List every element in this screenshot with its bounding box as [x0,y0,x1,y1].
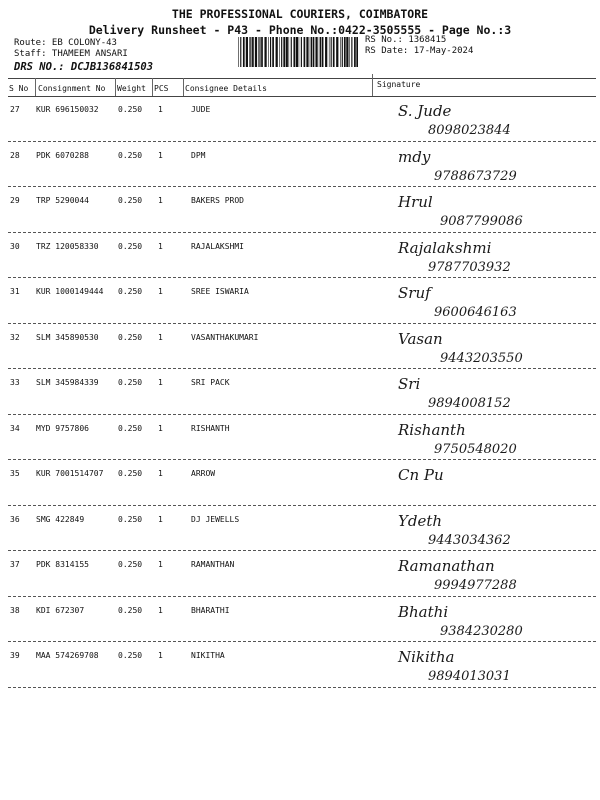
barcode-bar [311,37,312,67]
barcode-bar [259,37,260,67]
row-consignee: RAJALAKSHMI [191,241,244,251]
barcode-bar [268,37,269,67]
row-consignee: SREE ISWARIA [191,287,249,296]
row-consignment: MYD 9757806 [36,423,89,433]
row-consignee: ARROW [191,469,216,478]
barcode-bar [255,37,257,67]
row-weight: 0.250 [118,378,143,387]
staff-label: Staff: THAMEEM ANSARI [14,49,128,59]
signature-name: Rishanth [398,420,466,439]
row-pcs: 1 [158,378,163,387]
col-divider [35,78,36,96]
row-sno: 39 [10,651,20,660]
row-weight: 0.250 [118,287,143,296]
row-pcs: 1 [158,196,163,205]
row-separator [8,505,596,506]
signature-phone: 9443034362 [428,532,511,548]
signature-name: Rajalakshmi [398,238,492,257]
signature-phone: 9894008152 [428,396,511,411]
barcode-bar [281,37,282,67]
drs-number: DRS NO.: DCJB136841503 [14,61,154,73]
barcode-bar [252,37,254,67]
rs-number: RS No.: 1368415 [365,35,447,45]
row-weight: 0.250 [118,241,143,251]
barcode-bar [240,37,241,67]
signature-phone: 9384230280 [440,623,523,639]
col-header-pcs: PCS [154,84,169,93]
row-consignment: TRZ 120058330 [36,241,99,251]
barcode-bar [340,37,341,67]
row-consignment: KUR 696150032 [36,105,99,114]
row-sno: 33 [10,378,20,387]
signature-handwriting [378,600,596,640]
barcode-bar [310,37,311,67]
runsheet-subtitle: Delivery Runsheet - P43 - Phone No.:0422-3505555 - Page No.:3 [88,23,512,37]
col-divider [115,78,116,96]
row-weight: 0.250 [118,105,143,114]
barcode-bar [342,37,343,67]
signature-name: Nikitha [398,648,455,666]
row-consignment: SLM 345890530 [36,332,99,342]
barcode-bar [293,37,295,67]
signature-phone: 9750548020 [434,441,517,457]
row-consignment: KUR 7001514707 [36,469,104,478]
row-sno: 30 [10,241,20,251]
barcode-bar [336,37,338,67]
barcode-bar [276,37,278,67]
signature-phone: 9787703932 [428,259,511,275]
row-separator [8,414,596,415]
row-consignee: NIKITHA [191,651,225,660]
signature-handwriting [378,509,596,549]
barcode-bar [291,37,292,67]
signature-handwriting [378,281,596,321]
barcode-bar [296,37,298,67]
row-pcs: 1 [158,332,163,342]
row-consignment: PDK 6070288 [36,150,89,160]
row-sno: 34 [10,423,20,433]
row-sno: 28 [10,150,20,160]
barcode-bar [354,37,356,67]
row-separator [8,186,596,187]
barcode-bar [270,37,271,67]
col-divider [152,78,153,96]
row-consignee: JUDE [191,105,211,114]
barcode-bar [258,37,259,67]
row-consignee: DJ JEWELLS [191,514,240,524]
row-consignment: KDI 672307 [36,605,85,615]
row-pcs: 1 [158,150,163,160]
col-divider [372,74,373,96]
signature-handwriting [378,645,596,685]
row-pcs: 1 [158,560,163,569]
row-weight: 0.250 [118,469,143,478]
signature-handwriting [378,190,596,230]
barcode-bar [250,37,251,67]
barcode-bar [346,37,348,67]
signature-phone: 9087799086 [440,214,523,229]
row-weight: 0.250 [118,514,143,524]
barcode-bar [329,37,330,67]
row-weight: 0.250 [118,332,143,342]
col-divider [183,78,184,96]
col-header-consignment: Consignment No [38,84,106,93]
barcode-bar [304,37,306,67]
row-sno: 29 [10,196,20,205]
barcode-bar [322,37,324,67]
barcode-bar [351,37,352,67]
row-weight: 0.250 [118,605,143,615]
row-separator [8,550,596,551]
signature-name: Ramanathan [398,557,495,575]
row-sno: 36 [10,514,20,524]
route-label: Route: EB COLONY-43 [14,38,117,48]
barcode-bar [264,37,266,67]
barcode-bar [249,37,250,67]
row-consignee: SRI PACK [191,378,230,387]
row-separator [8,141,596,142]
signature-name: Hrul [398,193,433,211]
row-consignment: SLM 345984339 [36,378,99,387]
row-pcs: 1 [158,241,163,251]
row-separator [8,232,596,233]
barcode-bar [286,37,288,67]
row-pcs: 1 [158,469,163,478]
row-separator [8,687,596,688]
signature-name: Bhathi [398,602,449,621]
signature-handwriting [378,327,596,367]
row-consignee: BHARATHI [191,605,230,615]
barcode-bar [246,37,248,67]
signature-handwriting [378,418,596,458]
signature-handwriting [378,236,596,276]
row-consignee: RISHANTH [191,423,230,433]
barcode-bar [289,37,290,67]
row-sno: 38 [10,605,20,615]
row-consignment: MAA 574269708 [36,651,99,660]
signature-handwriting [378,99,596,139]
row-consignee: RAMANTHAN [191,560,235,569]
signature-phone: 9600646163 [434,305,517,320]
barcode-bar [299,37,300,67]
barcode-bar [320,37,321,67]
row-sno: 31 [10,287,20,296]
signature-name: S. Jude [398,102,452,120]
company-title: THE PROFESSIONAL COURIERS, COIMBATORE [171,7,429,21]
signature-name: Sri [398,375,421,393]
signature-name: mdy [398,147,431,166]
signature-phone: 8098023844 [428,123,511,138]
col-header-consignee: Consignee Details [185,84,267,93]
signature-name: Sruf [398,284,431,302]
signature-name: Cn Pu [398,466,444,484]
signature-name: Vasan [398,329,443,348]
row-weight: 0.250 [118,196,143,205]
barcode-bar [333,37,335,67]
row-separator [8,596,596,597]
signature-phone: 9894013031 [428,669,511,684]
barcode-bar [261,37,263,67]
barcode-bar [301,37,302,67]
row-separator [8,459,596,460]
barcode-bar [344,37,346,67]
signature-handwriting [378,145,596,185]
table-header-rule [8,96,596,97]
barcode-bar [279,37,280,67]
row-sno: 32 [10,332,20,342]
barcode-bar [356,37,358,67]
barcode-bar [313,37,315,67]
row-sno: 35 [10,469,20,478]
row-pcs: 1 [158,423,163,433]
signature-handwriting [378,463,596,503]
barcode-image [238,37,358,67]
col-header-signature: Signature [377,80,421,89]
signature-phone: 9994977288 [434,578,517,593]
row-consignment: SMG 422849 [36,514,85,524]
row-consignee: VASANTHAKUMARI [191,332,259,342]
col-header-sno: S No [9,84,29,93]
row-weight: 0.250 [118,560,143,569]
signature-phone: 9788673729 [434,168,517,184]
signature-handwriting [378,554,596,594]
row-consignment: KUR 1000149444 [36,287,104,296]
col-header-weight: Weight [117,84,146,93]
barcode-bar [306,37,308,67]
row-weight: 0.250 [118,651,143,660]
row-separator [8,277,596,278]
row-consignment: PDK 8314155 [36,560,89,569]
signature-name: Ydeth [398,511,443,530]
row-pcs: 1 [158,287,163,296]
row-consignee: BAKERS PROD [191,196,244,205]
row-pcs: 1 [158,514,163,524]
barcode-bar [349,37,350,67]
barcode-bar [243,37,245,67]
row-pcs: 1 [158,105,163,114]
row-weight: 0.250 [118,150,143,160]
row-weight: 0.250 [118,423,143,433]
row-sno: 27 [10,105,20,114]
barcode-bar [272,37,274,67]
barcode-bar [331,37,332,67]
row-pcs: 1 [158,605,163,615]
barcode-bar [315,37,317,67]
signature-handwriting [378,372,596,412]
barcode-bar [238,37,239,67]
signature-phone: 9443203550 [440,350,523,366]
barcode-bar [283,37,285,67]
barcode-bar [325,37,327,67]
row-separator [8,323,596,324]
row-consignment: TRP 5290044 [36,196,89,205]
barcode-bar [319,37,320,67]
row-sno: 37 [10,560,20,569]
table-top-rule [8,78,596,79]
row-pcs: 1 [158,651,163,660]
row-consignee: DPM [191,150,206,160]
row-separator [8,641,596,642]
row-separator [8,368,596,369]
rs-date: RS Date: 17-May-2024 [365,46,474,56]
